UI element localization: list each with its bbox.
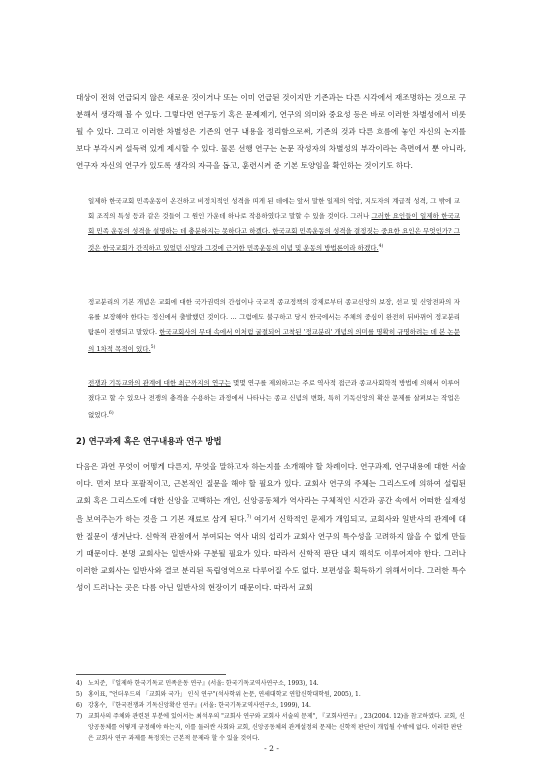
block-quote-1: [88, 194, 460, 256]
quote-2-underlined: 한국교회사의 무대 속에서 이처럼 굴절되어 고착된 '정교분리' 개념의 의미를 명확히 규명하려는 데 본 논문의 1차적 목적이 있다.: [88, 328, 460, 354]
block-quote-3: [88, 376, 460, 423]
quote-1-text: 일제하 한국교회 민족운동이 온건하고 비정치적인 성격을 띠게 된 데에는 앞서 말한 일제의 억압, 지도자의 계급적 성격, 그 밖에 교회 조직의 특성 등과 같은 것들이 그 원인 가운데 하나로 작용하였다고 말할 수 있을 것이다. 그러나: [88, 197, 460, 220]
footnote-ref-5: 5): [150, 345, 156, 350]
quote-2-text: 정교분리의 기본 개념은 교회에 대한 국가권력의 간섭이나 국교적 종교정책의 강제로부터 종교신앙의 보장, 선교 및 신앙전파의 자유를 보장해야 한다는 정신에서 출발했던 것이다. ... 그럼에도 불구하고 당시 한국에서는 주체의 중심이 완전히 뒤바뀌어 정교분리 탐론이 전행되고 말았다.: [88, 298, 460, 336]
footnote-ref-6: 6): [108, 411, 114, 416]
paragraph-2-text-cont: 여기서 신학적인 문제가 개입되고, 교회사와 일반사의 관계에 대한 질문이 생겨난다. 신학적 관점에서 부여되는 역사 내의 섭리가 교회사 연구의 특수성을 고려하지 않을 수 없게 만들기 때문이다. 분명 교회사는 일반사와 구분될 필요가 있다. 따라서 신학적 판단 내지 해석도 이루어져야 한다. 그러나 이러한 교회사는 일반사와 결코 분리된 독립영역으로 다루어질 수도 없다. 보편성을 획득하기 위해서이다. 그러한 특수성이 드러나는 곳은 다름 아닌 일반사의 현장이기 때문이다. 따라서 교회: [76, 514, 467, 592]
body-paragraph-2: [76, 458, 466, 596]
block-quote-2: [88, 295, 460, 357]
footnote-number: 4): [76, 680, 83, 687]
quote-3-text: 몇몇 연구를 제외하고는 주로 역사적 접근과 종교사회학적 방법에 의해서 이루어졌다고 할 수 있으나 전쟁의 충격을 수용하는 과정에서 나타나는 종교 신념의 변화, 특히 기독신앙의 확산 문제를 살펴보는 작업은 없었다.: [88, 379, 460, 420]
footnote-ref-4: 4): [378, 244, 384, 249]
footnote-5: [76, 689, 468, 700]
body-paragraph-1: 대상이 전혀 언급되지 않은 새로운 것이거나 또는 이미 언급된 것이지만 기존과는 다른 시각에서 재조명하는 것으로 구분해서 생각해 볼 수 있다. 그렇다면 연구동기 혹은 문제제기, 연구의 의미와 중요성 등은 바로 이러한 차별성에서 비롯될 수 있다. 그리고 이러한 차별성은 기존의 연구 내용을 정리함으로써, 기존의 것과 다른 흐름에 놓인 자신의 논지를 보다 부각시켜 설득력 있게 제시할 수 있다. 물론 선행 연구는 논문 작성자의 차별성의 부각이라는 측면에서 뿐 아니라, 연구자 자신의 연구가 있도록 생각의 자극을 돕고, 훈련시켜 준 기본 토양임을 확인하는 것이기도 하다.: [76, 93, 466, 170]
quote-3-underlined: 전쟁과 기독교와의 관계에 대한 최근까지의 연구는: [88, 379, 231, 387]
footnote-number: 6): [76, 702, 83, 709]
footnote-text: 강홍수, 『한국전쟁과 기독신앙확산 연구』(서울: 한국기독교역사연구소, 1999), 14.: [88, 702, 311, 709]
footnote-text: 교회사의 주체와 관련된 부분에 있어서는 최석우의 "교회사 연구와 교회사 서술의 문제", 『교회사연구』, 23(2004. 12)을 참고하였다. 교회, 신앙공동체를 어떻게 규정해야 하는지, 이를 둘러싼 사회와 교회, 신앙공동체의 관계설정의 문제는 신학적 판단이 개입될 수밖에 없다. 이러한 판단은 교회사 연구 과제를 특정짓는 근본적 문제라 할 수 있을 것이다.: [88, 713, 465, 742]
footnote-text: 홍이표, "언더우드의 「교회와 국가」 인식 연구"(석사학위 논문, 연세대학교 연합신학대학원, 2005), 1.: [88, 691, 361, 698]
footnote-text: 노치준, 『일제하 한국기독교 민족운동 연구』(서울: 한국기독교역사연구소, 1993), 14.: [88, 680, 319, 687]
section-heading: 2) 연구과제 혹은 연구내용과 연구 방법: [76, 436, 222, 446]
footnote-6: [76, 700, 468, 711]
footnote-number: 5): [76, 691, 83, 698]
footnote-divider: [76, 674, 226, 675]
footnote-7: [76, 711, 468, 744]
page-number: - 2 -: [264, 744, 279, 753]
paragraph-2-text: 다음은 과연 무엇이 어떻게 다른지, 무엇을 말하고자 하는지를 소개해야 할 차례이다. 연구과제, 연구내용에 대한 서술이다. 먼저 보다 포괄적이고, 근본적인 질문을 해야 할 필요가 있다. 교회사 연구의 주체는 그리스도에 의하여 설립된 교회 혹은 그리스도에 대한 신앙을 고백하는 개인, 신앙공동체가 역사라는 구체적인 시간과 공간 속에서 어떠한 실재성을 보여주는가 하는 것을 그 기본 재료로 삼게 된다.: [76, 462, 466, 524]
footnote-number: 7): [76, 713, 83, 720]
quote-1-underlined: 그러한 요인들이 일제하 한국교회 민족 운동의 성격을 설명하는 데 충분하지는 못하다고 하겠다. 한국교회 민족운동의 성격을 결정짓는 중요한 요인은 무엇인가? 그것은 한국교회가 간직하고 있었던 신앙과 그것에 근거한 민족운동의 이념 및 운동의 방법론이라 하겠다.: [88, 212, 460, 253]
footnote-4: [76, 678, 468, 689]
footnote-ref-7: 7): [246, 515, 252, 520]
